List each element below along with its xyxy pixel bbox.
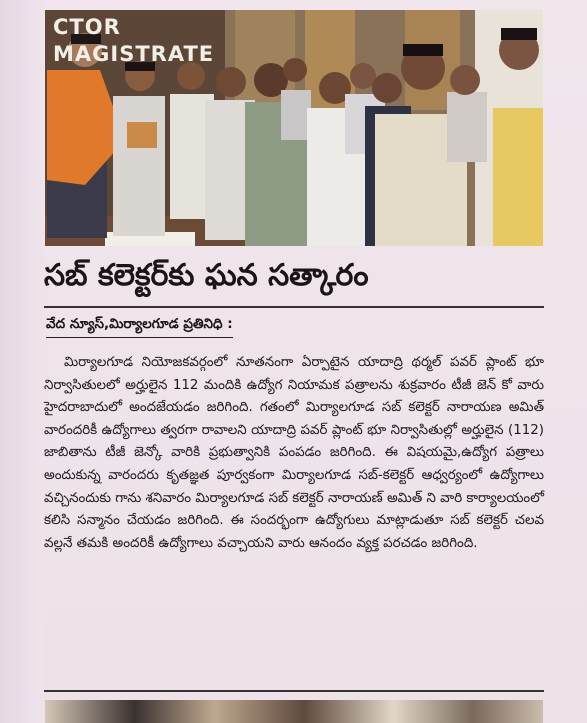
page-edge [0,0,44,723]
article-headline: సబ్ కలెక్టర్‌కు ఘన సత్కారం [44,258,369,293]
article-photo [45,10,543,246]
wall-sign-line-2: MAGISTRATE [53,42,215,66]
article-dateline: వేద న్యూస్,మిర్యాలగూడ ప్రతినిధి : [46,316,233,338]
next-article-photo [45,700,543,723]
divider-bottom [44,690,544,692]
wall-sign-line-1: CTOR [53,15,121,39]
article-body: మిర్యాలగూడ నియోజకవర్గంలో నూతనంగా ఏర్పాటైన యాదాద్రి థర్మల్ పవర్ ప్లాంట్ భూ నిర్వాసితులలో అర్హులైన 112 మందికి ఉద్యోగ నియామక పత్రాలను శుక్రవారం టీజీ జెన్ కో వారు హైదరాబాదులో అందజేయడం జరిగింది. గతంలో మిర్యాలగూడ సబ్ కలెక్టర్ నారాయణ అమిత్ వారందరికీ ఉద్యోగాలు త్వరగా రావాలని యాదాద్రి పవర్ ప్లాంట్ భూ నిర్వాసితుల్లో అర్హులైన (112) జాబితాను టీజీ జెన్కో వారికి ప్రభుత్వానికి పంపడం జరిగింది. ఈ విషయమై,ఉద్యోగ పత్రాలు అందుకున్న వారందరు కృతజ్ఞత పూర్వకంగా మిర్యాలగూడ సబ్-కలెక్టర్ ఆధ్వర్యంలో ఉద్యోగాలు వచ్చినందుకు గాను శనివారం మిర్యాలగూడ సబ్ కలెక్టర్ నారాయణ్ అమిత్ ని వారి కార్యాలయంలో కలిసి సన్మానం చేయడం జరిగింది. ఈ సందర్భంగా ఉద్యోగులు మాట్లాడుతూ సబ్ కలెక్టర్ చలవ వల్లనే తమకి అందరికీ ఉద్యోగాలు వచ్చాయని వారు ఆనందం వ్యక్త పరచడం జరిగింది. [44,355,544,551]
divider-top [44,306,544,308]
wall-sign-text [53,14,214,68]
